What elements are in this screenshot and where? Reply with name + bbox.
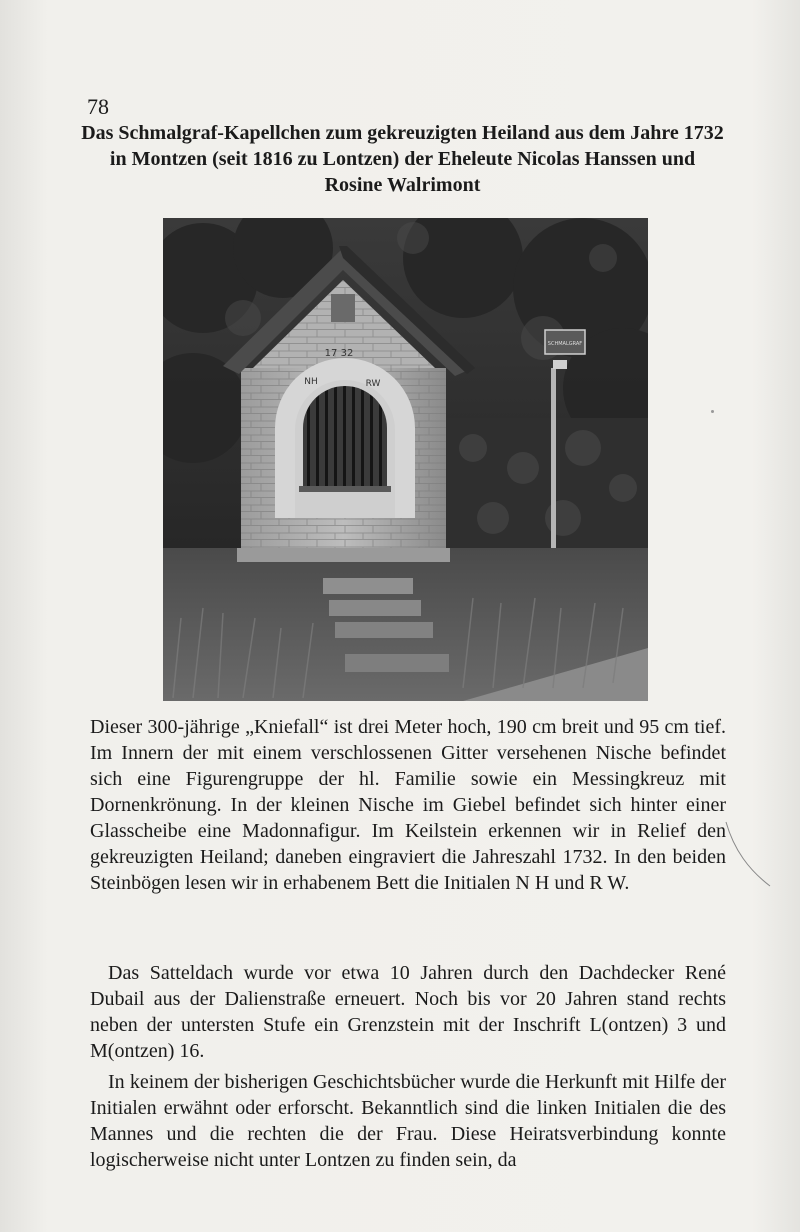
paragraph-3: In keinem der bisherigen Geschichtsbücher wurde die Herkunft mit Hilfe der Initialen erwähnt oder erforscht. Bekanntlich sind die linken Initialen die des Mannes und die rechten die der Frau. Diese Heiratsverbindung konnte logischerweise nicht unter Lontzen zu finden sein, da (90, 1071, 726, 1171)
margin-mark (711, 410, 714, 413)
initials-left: NH (304, 377, 318, 387)
initials-right: RW (365, 379, 381, 389)
chapel-photo (163, 218, 648, 701)
body-paragraph (90, 714, 726, 896)
body-paragraph (90, 1069, 726, 1173)
photograph-of-stone-chapel-icon (163, 218, 648, 701)
page-title: Das Schmalgraf-Kapellchen zum gekreuzigten Heiland aus dem Jahre 1732 in Montzen (seit 1816 zu Lontzen) der Eheleute Nicolas Hanssen und Rosine Walrimont (81, 122, 724, 196)
body-paragraph (90, 960, 726, 1064)
street-sign-text: SCHMALGRAF (547, 341, 583, 347)
keystone-year: 17 32 (324, 348, 354, 359)
paragraph-2: Das Satteldach wurde vor etwa 10 Jahren durch den Dachdecker René Dubail aus der Dalienstraße erneuert. Noch bis vor 20 Jahren stand rechts neben der untersten Stufe ein Grenzstein mit der Inschrift L(ontzen) 3 und M(ontzen) 16. (90, 962, 726, 1062)
pencil-mark-icon (724, 820, 774, 890)
paragraph-1: Dieser 300-jährige „Kniefall“ ist drei Meter hoch, 190 cm breit und 95 cm tief. Im Innern der mit einem verschlossenen Gitter versehenen Nische befindet sich eine Figurengruppe der hl. Familie sowie ein Messingkreuz mit Dornenkrönung. In der kleinen Nische im Giebel befindet sich hinter einer Glasscheibe eine Madonnafigur. Im Keilstein erkennen wir in Relief den gekreuzigten Heiland; daneben eingraviert die Jahreszahl 1732. In den beiden Steinbögen lesen wir in erhabenem Bett die Initialen N H und R W. (90, 716, 726, 894)
page-number: 78 (87, 94, 109, 119)
